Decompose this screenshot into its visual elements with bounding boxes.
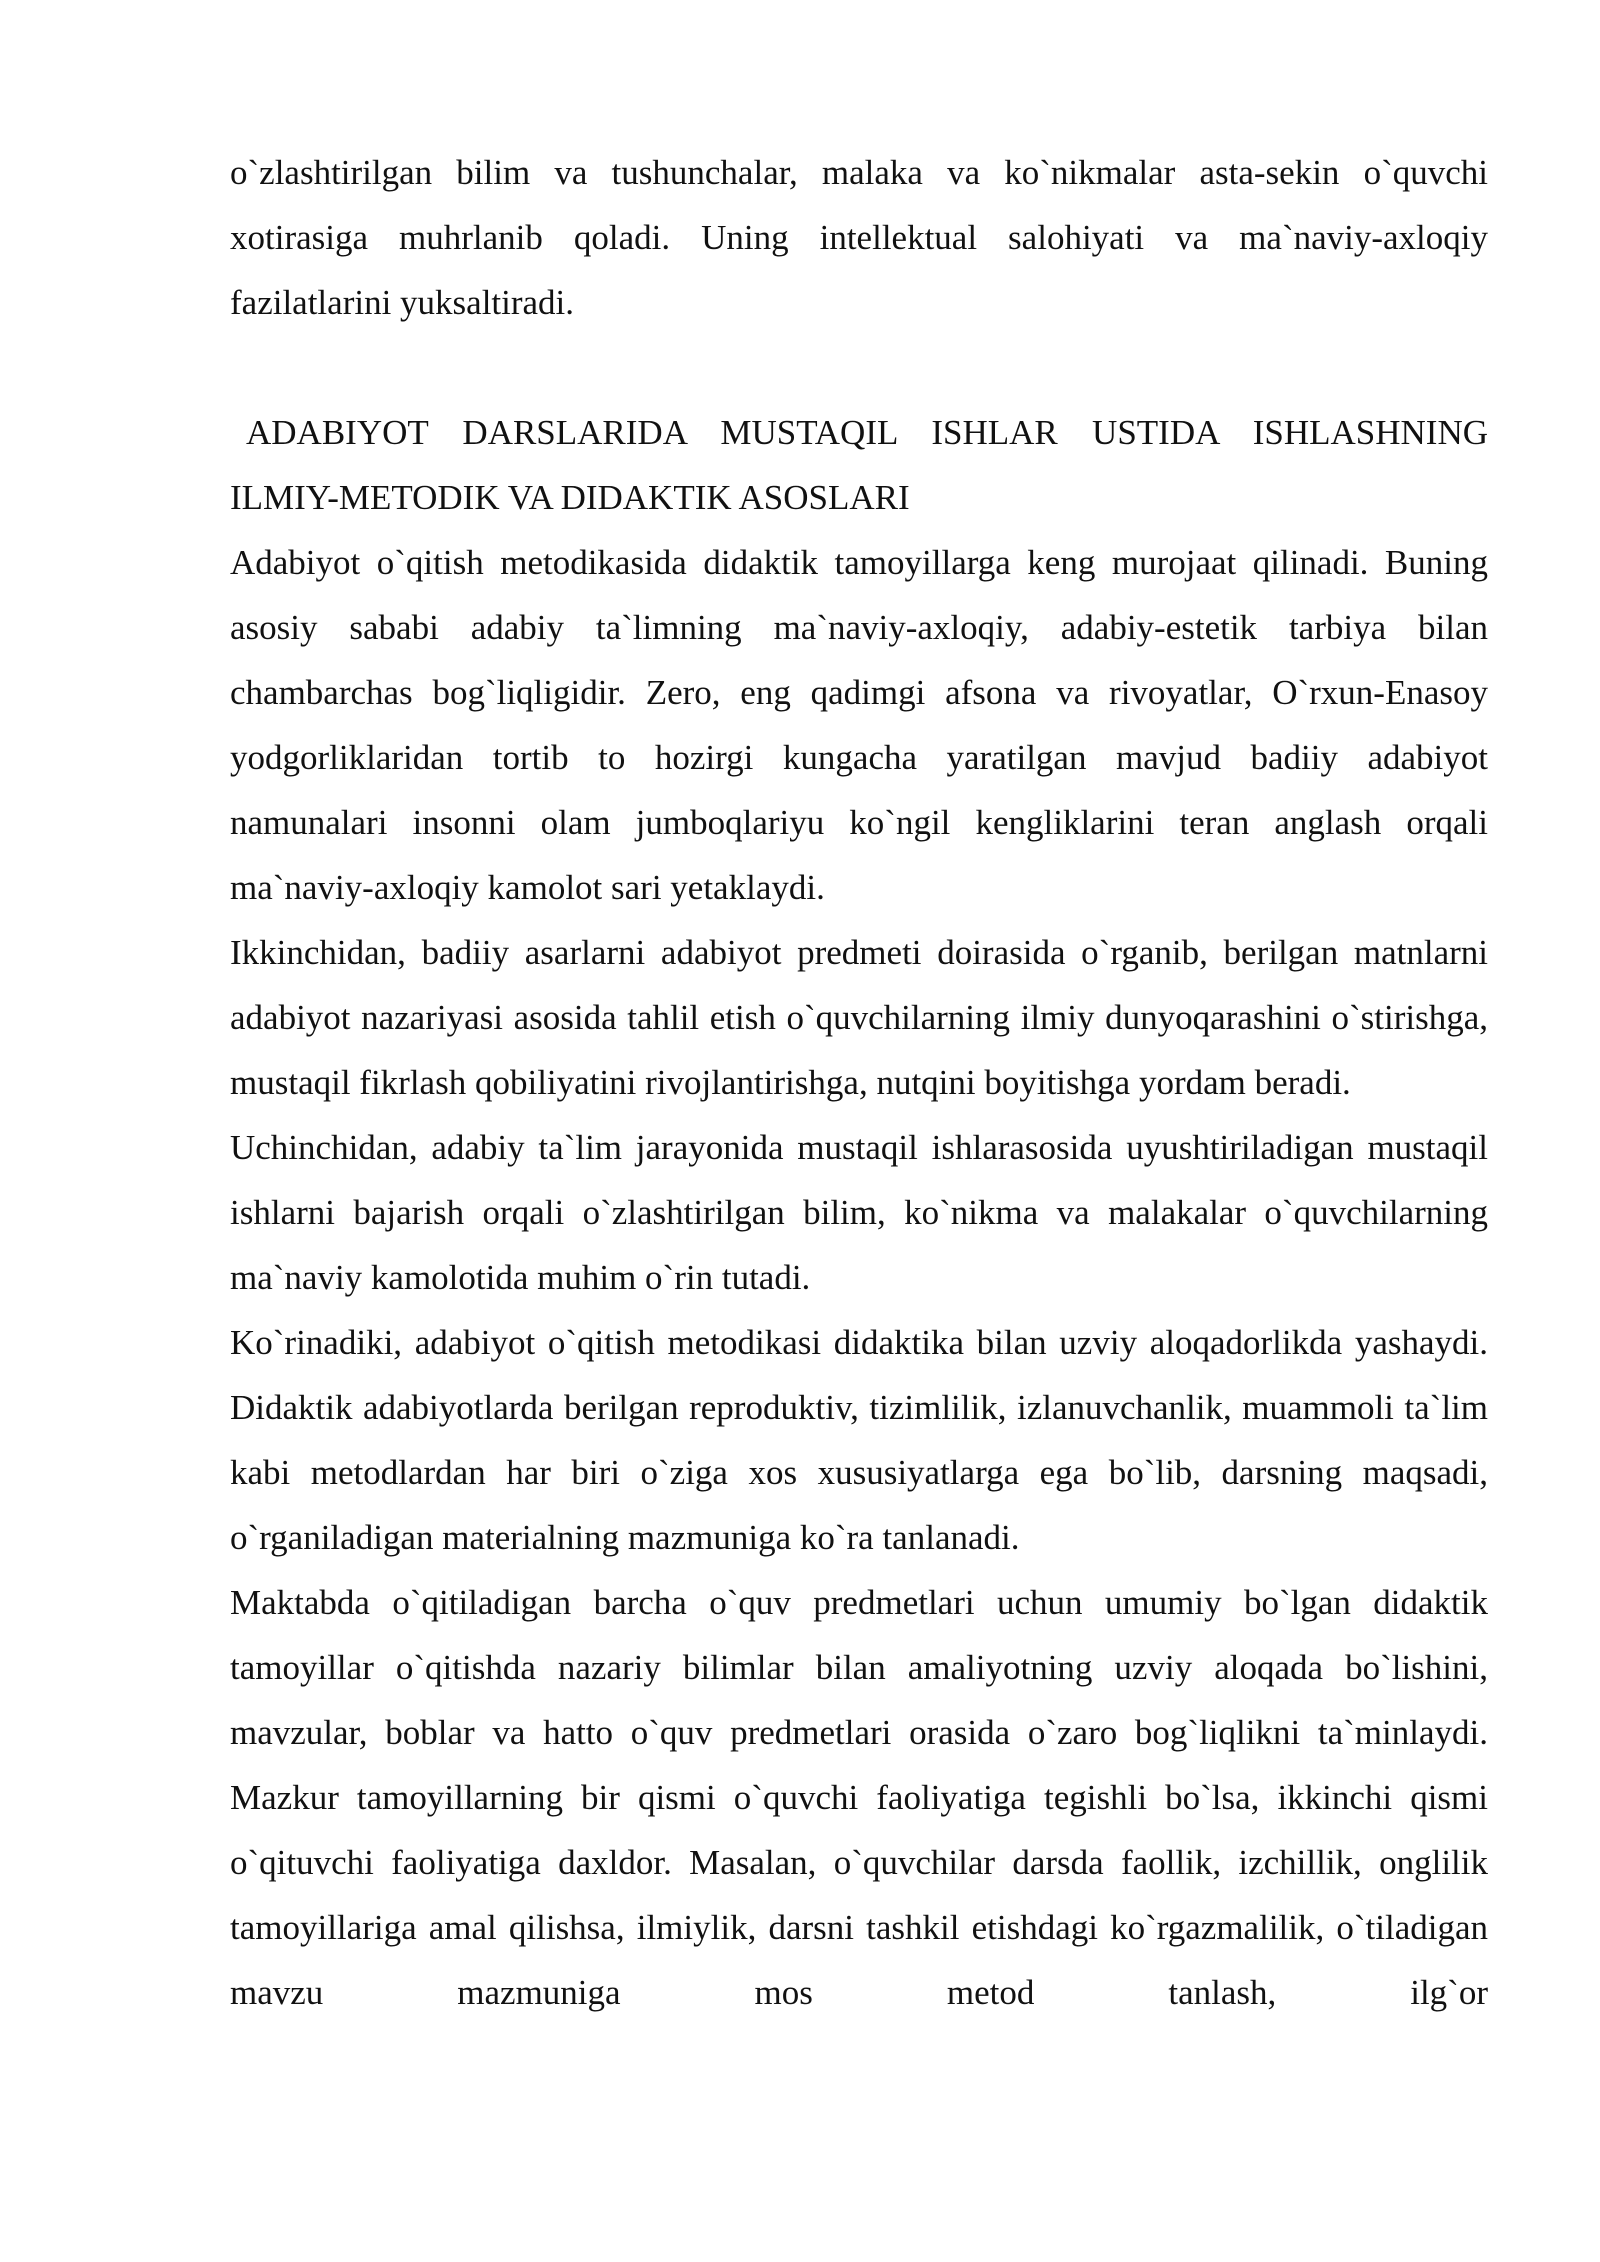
body-paragraph-4: Ko`rinadiki, adabiyot o`qitish metodikasi didaktika bilan uzviy aloqadorlikda yashaydi. Didaktik adabiyotlarda berilgan reproduktiv, tizimlilik, izlanuvchanlik, muammoli ta`lim kabi metodlardan har biri o`ziga xos xususiyatlarga ega bo`lib, darsning maqsadi, o`rganiladigan materialning mazmuniga ko`ra tanlanadi. (230, 1323, 1488, 1557)
body-paragraph-2: Ikkinchidan, badiiy asarlarni adabiyot predmeti doirasida o`rganib, berilgan matnlarni adabiyot nazariyasi asosida tahlil etish o`quvchilarning ilmiy dunyoqarashini o`stirishga, mustaqil fikrlash qobiliyatini rivojlantirishga, nutqini boyitishga yordam beradi. (230, 933, 1488, 1102)
section-heading-line-1: ADABIYOT DARSLARIDA MUSTAQIL ISHLAR USTIDA ISHLASHNING (246, 413, 1488, 452)
body-paragraph-3: Uchinchidan, adabiy ta`lim jarayonida mustaqil ishlarasosida uyushtiriladigan mustaqil ishlarni bajarish orqali o`zlashtirilgan bilim, ko`nikma va malakalar o`quvchilarning ma`naviy kamolotida muhim o`rin tutadi. (230, 1128, 1488, 1297)
intro-paragraph: o`zlashtirilgan bilim va tushunchalar, malaka va ko`nikmalar asta-sekin o`quvchi xotirasiga muhrlanib qoladi. Uning intellektual salohiyati va ma`naviy-axloqiy fazilatlarini yuksaltiradi. (230, 153, 1488, 322)
document-body (230, 140, 1488, 2025)
body-paragraph-5: Maktabda o`qitiladigan barcha o`quv predmetlari uchun umumiy bo`lgan didaktik tamoyillar o`qitishda nazariy bilimlar bilan amaliyotning uzviy aloqada bo`lishini, mavzular, boblar va hatto o`quv predmetlari orasida o`zaro bog`liqlikni ta`minlaydi. Mazkur tamoyillarning bir qismi o`quvchi faoliyatiga tegishli bo`lsa, ikkinchi qismi o`qituvchi faoliyatiga daxldor. Masalan, o`quvchilar darsda faollik, izchillik, onglilik tamoyillariga amal qilishsa, ilmiylik, darsni tashkil etishdagi ko`rgazmalilik, o`tiladigan mavzu mazmuniga mos metod tanlash, ilg`or (230, 1583, 1488, 2012)
section-heading-line-2: ILMIY-METODIK VA DIDAKTIK ASOSLARI (230, 478, 910, 517)
section-heading (230, 335, 1488, 530)
body-paragraph-1: Adabiyot o`qitish metodikasida didaktik tamoyillarga keng murojaat qilinadi. Buning asosiy sababi adabiy ta`limning ma`naviy-axloqiy, adabiy-estetik tarbiya bilan chambarchas bog`liqligidir. Zero, eng qadimgi afsona va rivoyatlar, O`rxun-Enasoy yodgorliklaridan tortib to hozirgi kungacha yaratilgan mavjud badiiy adabiyot namunalari insonni olam jumboqlariyu ko`ngil kengliklarini teran anglash orqali ma`naviy-axloqiy kamolot sari yetaklaydi. (230, 543, 1488, 907)
